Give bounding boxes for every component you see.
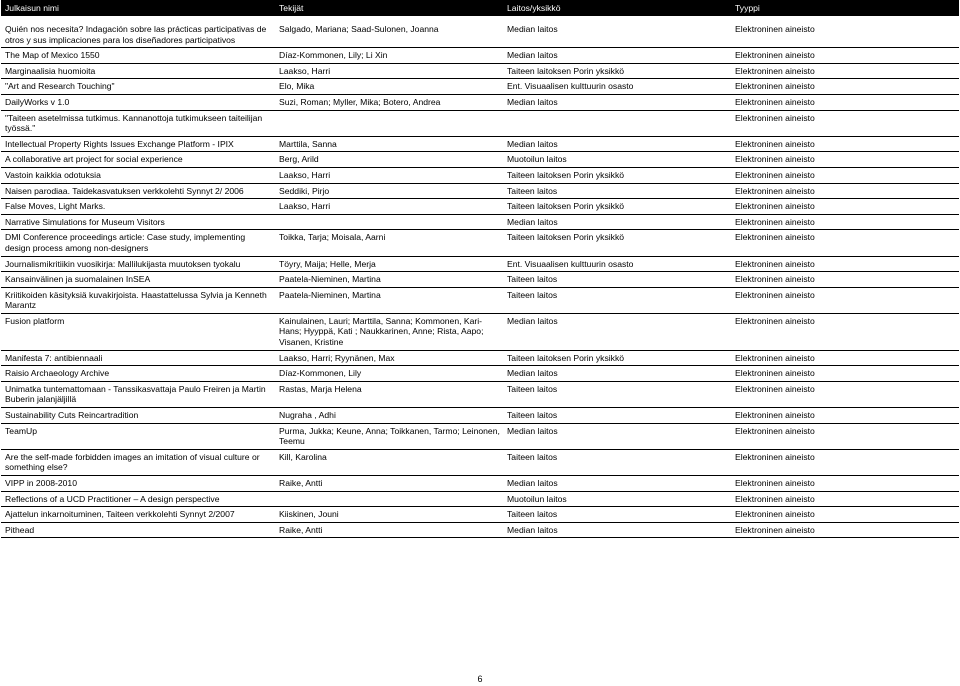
table-row xyxy=(1,449,959,475)
table-row xyxy=(1,423,959,449)
type-cell: Elektroninen aineisto xyxy=(731,408,959,424)
table-row xyxy=(1,256,959,272)
department-cell: Median laitos xyxy=(503,136,731,152)
type-cell: Elektroninen aineisto xyxy=(731,63,959,79)
authors-cell: Díaz-Kommonen, Lily; Li Xin xyxy=(275,48,503,64)
department-cell: Median laitos xyxy=(503,423,731,449)
authors-cell xyxy=(275,214,503,230)
table-header xyxy=(1,0,959,16)
authors-cell: Töyry, Maija; Helle, Merja xyxy=(275,256,503,272)
title-cell: Ajattelun inkarnoituminen, Taiteen verkkolehti Synnyt 2/2007 xyxy=(1,507,275,523)
authors-cell: Raike, Antti xyxy=(275,476,503,492)
authors-cell: Laakso, Harri xyxy=(275,167,503,183)
authors-cell xyxy=(275,491,503,507)
header-tekijat: Tekijät xyxy=(275,0,503,16)
title-cell: DailyWorks v 1.0 xyxy=(1,94,275,110)
authors-cell: Kiiskinen, Jouni xyxy=(275,507,503,523)
title-cell: TeamUp xyxy=(1,423,275,449)
type-cell: Elektroninen aineisto xyxy=(731,476,959,492)
department-cell: Median laitos xyxy=(503,94,731,110)
page-number: 6 xyxy=(477,674,483,684)
table-row xyxy=(1,476,959,492)
title-cell: DMI Conference proceedings article: Case study, implementing design process among non-designers xyxy=(1,230,275,256)
title-cell: Raisio Archaeology Archive xyxy=(1,366,275,382)
type-cell: Elektroninen aineisto xyxy=(731,287,959,313)
header-tyyppi: Tyyppi xyxy=(731,0,959,16)
type-cell: Elektroninen aineisto xyxy=(731,79,959,95)
type-cell: Elektroninen aineisto xyxy=(731,152,959,168)
table-body xyxy=(1,16,959,538)
table-row xyxy=(1,522,959,538)
table-row xyxy=(1,230,959,256)
table-row xyxy=(1,287,959,313)
type-cell: Elektroninen aineisto xyxy=(731,110,959,136)
department-cell: Median laitos xyxy=(503,476,731,492)
table-row xyxy=(1,63,959,79)
department-cell: Taiteen laitos xyxy=(503,408,731,424)
title-cell: Vastoin kaikkia odotuksia xyxy=(1,167,275,183)
table-row xyxy=(1,110,959,136)
type-cell: Elektroninen aineisto xyxy=(731,214,959,230)
authors-cell: Salgado, Mariana; Saad-Sulonen, Joanna xyxy=(275,22,503,48)
type-cell: Elektroninen aineisto xyxy=(731,167,959,183)
type-cell: Elektroninen aineisto xyxy=(731,449,959,475)
title-cell: Intellectual Property Rights Issues Exchange Platform - IPIX xyxy=(1,136,275,152)
title-cell: Pithead xyxy=(1,522,275,538)
table-row xyxy=(1,381,959,407)
department-cell: Taiteen laitos xyxy=(503,507,731,523)
authors-cell: Marttila, Sanna xyxy=(275,136,503,152)
department-cell: Taiteen laitos xyxy=(503,272,731,288)
department-cell xyxy=(503,110,731,136)
authors-cell: Nugraha , Adhi xyxy=(275,408,503,424)
department-cell: Ent. Visuaalisen kulttuurin osasto xyxy=(503,79,731,95)
title-cell: Narrative Simulations for Museum Visitors xyxy=(1,214,275,230)
department-cell: Taiteen laitoksen Porin yksikkö xyxy=(503,350,731,366)
table-row xyxy=(1,183,959,199)
department-cell: Taiteen laitos xyxy=(503,287,731,313)
type-cell: Elektroninen aineisto xyxy=(731,507,959,523)
authors-cell: Elo, Mika xyxy=(275,79,503,95)
title-cell: Naisen parodiaa. Taidekasvatuksen verkkolehti Synnyt 2/ 2006 xyxy=(1,183,275,199)
department-cell: Taiteen laitoksen Porin yksikkö xyxy=(503,63,731,79)
title-cell: A collaborative art project for social experience xyxy=(1,152,275,168)
department-cell: Taiteen laitoksen Porin yksikkö xyxy=(503,230,731,256)
department-cell: Taiteen laitos xyxy=(503,449,731,475)
authors-cell xyxy=(275,110,503,136)
type-cell: Elektroninen aineisto xyxy=(731,230,959,256)
department-cell: Median laitos xyxy=(503,366,731,382)
authors-cell: Laakso, Harri xyxy=(275,63,503,79)
title-cell: Journalismikritiikin vuosikirja: Mallilukijasta muutoksen tyokalu xyxy=(1,256,275,272)
title-cell: Kriitikoiden käsityksiä kuvakirjoista. Haastattelussa Sylvia ja Kenneth Marantz xyxy=(1,287,275,313)
type-cell: Elektroninen aineisto xyxy=(731,22,959,48)
table-row xyxy=(1,350,959,366)
title-cell: Are the self-made forbidden images an imitation of visual culture or something else? xyxy=(1,449,275,475)
type-cell: Elektroninen aineisto xyxy=(731,313,959,350)
title-cell: "Art and Research Touching" xyxy=(1,79,275,95)
type-cell: Elektroninen aineisto xyxy=(731,350,959,366)
authors-cell: Kainulainen, Lauri; Marttila, Sanna; Kommonen, Kari-Hans; Hyyppä, Kati ; Naukkarinen, Anne; Rista, Aapo; Visanen, Kristine xyxy=(275,313,503,350)
department-cell: Median laitos xyxy=(503,214,731,230)
type-cell: Elektroninen aineisto xyxy=(731,48,959,64)
authors-cell: Paatela-Nieminen, Martina xyxy=(275,287,503,313)
authors-cell: Toikka, Tarja; Moisala, Aarni xyxy=(275,230,503,256)
table-row xyxy=(1,366,959,382)
department-cell: Median laitos xyxy=(503,48,731,64)
title-cell: Manifesta 7: antibiennaali xyxy=(1,350,275,366)
type-cell: Elektroninen aineisto xyxy=(731,199,959,215)
authors-cell: Seddiki, Pirjo xyxy=(275,183,503,199)
table-row xyxy=(1,491,959,507)
title-cell: "Taiteen asetelmissa tutkimus. Kannanottoja tutkimukseen taiteilijan työssä." xyxy=(1,110,275,136)
authors-cell: Purma, Jukka; Keune, Anna; Toikkanen, Tarmo; Leinonen, Teemu xyxy=(275,423,503,449)
department-cell: Median laitos xyxy=(503,522,731,538)
type-cell: Elektroninen aineisto xyxy=(731,272,959,288)
table-row xyxy=(1,22,959,48)
table-row xyxy=(1,408,959,424)
authors-cell: Laakso, Harri xyxy=(275,199,503,215)
authors-cell: Berg, Arild xyxy=(275,152,503,168)
authors-cell: Kill, Karolina xyxy=(275,449,503,475)
title-cell: False Moves, Light Marks. xyxy=(1,199,275,215)
title-cell: VIPP in 2008-2010 xyxy=(1,476,275,492)
title-cell: Marginaalisia huomioita xyxy=(1,63,275,79)
department-cell: Taiteen laitoksen Porin yksikkö xyxy=(503,199,731,215)
header-julkaisun-nimi: Julkaisun nimi xyxy=(1,0,275,16)
type-cell: Elektroninen aineisto xyxy=(731,136,959,152)
department-cell: Taiteen laitos xyxy=(503,381,731,407)
type-cell: Elektroninen aineisto xyxy=(731,94,959,110)
authors-cell: Raike, Antti xyxy=(275,522,503,538)
table-row xyxy=(1,199,959,215)
authors-cell: Suzi, Roman; Myller, Mika; Botero, Andrea xyxy=(275,94,503,110)
department-cell: Median laitos xyxy=(503,313,731,350)
table-row xyxy=(1,313,959,350)
table-row xyxy=(1,272,959,288)
department-cell: Muotoilun laitos xyxy=(503,152,731,168)
title-cell: Unimatka tuntemattomaan - Tanssikasvattaja Paulo Freiren ja Martin Buberin jalanjäljillä xyxy=(1,381,275,407)
table-row xyxy=(1,48,959,64)
type-cell: Elektroninen aineisto xyxy=(731,491,959,507)
header-laitos-yksikko: Laitos/yksikkö xyxy=(503,0,731,16)
type-cell: Elektroninen aineisto xyxy=(731,522,959,538)
title-cell: Sustainability Cuts Reincartradition xyxy=(1,408,275,424)
authors-cell: Díaz-Kommonen, Lily xyxy=(275,366,503,382)
header-row xyxy=(1,0,959,16)
table-row xyxy=(1,507,959,523)
title-cell: Fusion platform xyxy=(1,313,275,350)
department-cell: Ent. Visuaalisen kulttuurin osasto xyxy=(503,256,731,272)
type-cell: Elektroninen aineisto xyxy=(731,423,959,449)
department-cell: Taiteen laitoksen Porin yksikkö xyxy=(503,167,731,183)
authors-cell: Rastas, Marja Helena xyxy=(275,381,503,407)
table-row xyxy=(1,214,959,230)
table-row xyxy=(1,79,959,95)
authors-cell: Laakso, Harri; Ryynänen, Max xyxy=(275,350,503,366)
department-cell: Taiteen laitos xyxy=(503,183,731,199)
type-cell: Elektroninen aineisto xyxy=(731,256,959,272)
department-cell: Muotoilun laitos xyxy=(503,491,731,507)
authors-cell: Paatela-Nieminen, Martina xyxy=(275,272,503,288)
type-cell: Elektroninen aineisto xyxy=(731,183,959,199)
table-row xyxy=(1,152,959,168)
title-cell: Reflections of a UCD Practitioner – A design perspective xyxy=(1,491,275,507)
type-cell: Elektroninen aineisto xyxy=(731,381,959,407)
table-row xyxy=(1,167,959,183)
department-cell: Median laitos xyxy=(503,22,731,48)
title-cell: The Map of Mexico 1550 xyxy=(1,48,275,64)
type-cell: Elektroninen aineisto xyxy=(731,366,959,382)
publications-table xyxy=(1,0,959,538)
table-row xyxy=(1,94,959,110)
title-cell: Quién nos necesita? Indagación sobre las prácticas participativas de otros y sus implicaciones para los diseñadores participativos xyxy=(1,22,275,48)
title-cell: Kansainvälinen ja suomalainen InSEA xyxy=(1,272,275,288)
table-row xyxy=(1,136,959,152)
